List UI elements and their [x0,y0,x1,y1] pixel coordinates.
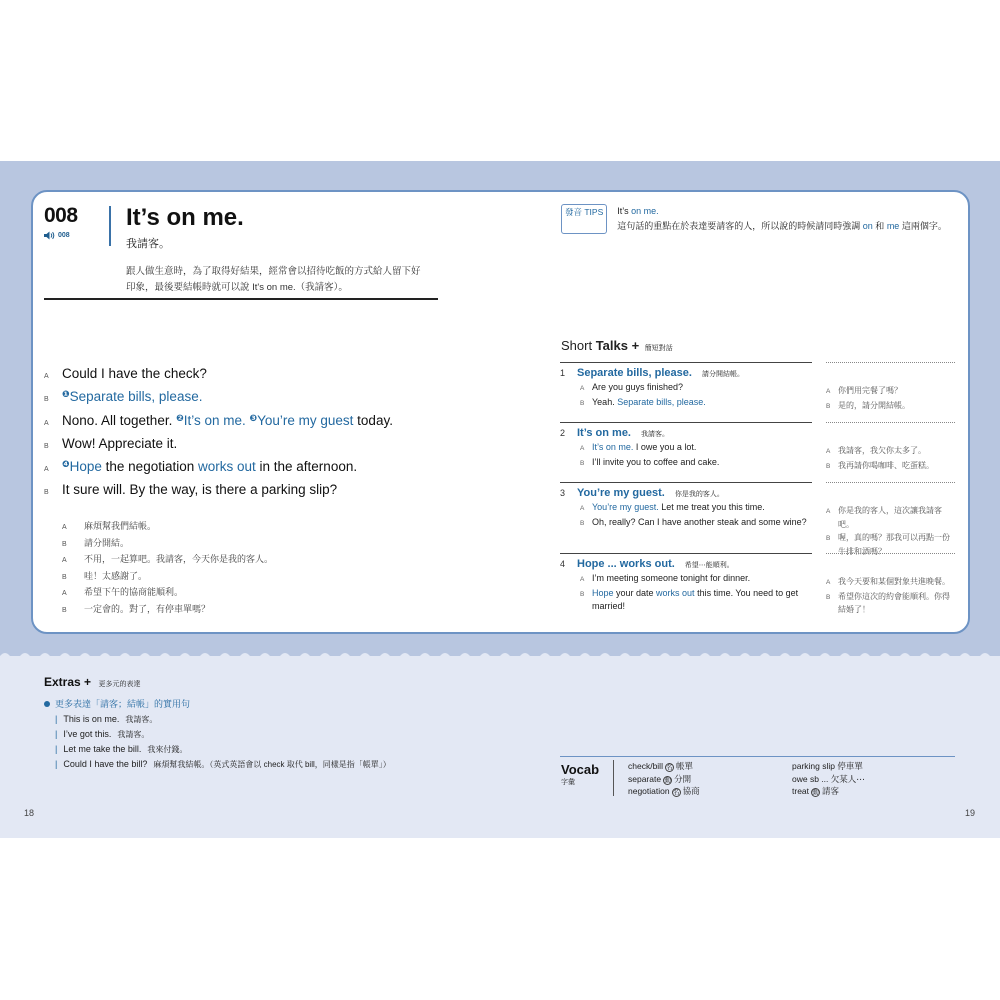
translation-line [62,569,273,586]
short-talk-head [560,427,812,439]
speaker-label: A [62,590,67,597]
short-talk [560,367,812,410]
speaker-label: B [826,535,831,542]
vocab-heading [561,762,599,787]
vocab-word: check/bill [628,761,663,771]
intro-rule [44,298,438,300]
tips-text-post: 這兩個字。 [899,221,947,231]
bar-icon: | [55,744,58,754]
short-talk-text [592,381,683,396]
intro-line-1: 跟人做生意時，為了取得好結果，經常會以招待吃飯的方式給人留下好 [126,266,421,277]
translation-text: 哇！太感謝了。 [84,570,148,581]
speaker-label: B [44,489,49,497]
extras-zh: 我來付錢。 [147,745,188,754]
short-talk-key: Hope [592,587,614,598]
short-talk-post: Let me treat you this time. [658,502,765,512]
short-talk-line [560,396,812,411]
lesson-title: It’s on me. [126,204,244,231]
extras-title-row [44,673,391,691]
short-talk-pre: I’m meeting someone tonight for dinner. [592,573,751,583]
extras-en: Let me take the bill. [63,744,142,754]
short-talk-post2: this time. You need to get married! [592,587,799,611]
speaker-label: A [826,579,831,586]
dialogue-mark: ❷ [176,412,184,423]
speaker-label: A [826,388,831,395]
dialogue-text [62,389,202,404]
vocab-meaning: 停車單 [837,761,863,771]
translation-rule [826,553,955,554]
speaker-label: B [580,459,585,467]
speaker-label: A [44,466,49,474]
dialogue-mark2: ❸ [249,412,258,423]
dialogue-post: today. [353,412,393,428]
part-of-speech-icon: 動 [664,776,671,784]
short-talk-number: 4 [560,559,566,569]
talk-rule [560,362,812,363]
short-talk-key: Separate bills, please. [617,396,706,407]
short-talk-translation-text: 喔，真的嗎？那我可以再點一份牛排和酒嗎？ [838,533,950,556]
vocab-word: treat [792,786,810,796]
speaker-label: A [62,557,67,564]
vocab-meaning: 帳單 [675,761,693,771]
short-talk-title: Separate bills, please. [577,367,692,379]
short-talks-title-bold: Talks + [595,338,640,353]
speaker-label: B [826,402,831,410]
extras-line [55,712,391,727]
short-talk-post: I owe you a lot. [633,442,697,452]
talk-rule [560,482,812,483]
short-talk-title: You’re my guest. [577,487,665,499]
short-talk [560,558,812,614]
extras-zh: 我請客。 [117,730,150,739]
tips-explanation [617,219,947,234]
short-talk-title-zh: 我請客。 [641,431,669,438]
vocab-divider [613,760,614,796]
short-talk-line [560,456,812,471]
short-talk-head [560,367,812,379]
part-of-speech-icon: 動 [812,789,819,796]
extras-title: Extras + [44,675,92,689]
speaker-label: A [44,419,49,427]
vocab-item [628,785,700,798]
short-talk-translation-line [826,575,956,590]
extras-line [55,742,391,757]
extras-heading [44,697,391,710]
bar-icon: | [55,759,58,769]
vocab-title: Vocab [561,762,600,777]
translation-line [62,585,273,602]
vocab-item [792,760,865,773]
short-talk-translation-text: 你們用完餐了嗎？ [838,386,902,395]
short-talk-translation-text: 我再請你喝咖啡、吃蛋糕。 [838,460,934,470]
speaker-label: A [580,385,585,392]
short-talk-line [560,516,812,531]
dialogue-text [62,436,177,451]
vocab-item [628,773,700,786]
short-talk-text [592,441,696,456]
vocab-word: separate [628,773,662,784]
tips-key-me: me [886,221,900,231]
short-talk [560,427,812,470]
bar-icon: | [55,714,58,724]
speaker-label: A [44,373,49,380]
short-talk-translation [826,504,956,558]
tips-phrase [617,204,947,219]
extras-en: Could I have the bill? [63,759,148,769]
audio-track-number: 008 [58,232,70,239]
translation-line [62,519,273,536]
short-talk-translation [826,575,956,617]
short-talk [560,487,812,530]
short-talk-translation-text: 我今天要和某個對象共進晚餐。 [838,577,950,586]
tips-phrase-pre: It’s [617,206,632,216]
dialogue-pre: It sure will. By the way, is there a parking slip? [62,482,338,498]
vocab-item [628,760,700,773]
tips-body [617,204,947,234]
dialogue-key2: works out [197,459,256,475]
short-talk-line [560,587,812,614]
audio-track [44,231,70,240]
speaker-label: B [826,462,831,470]
extras-section [44,673,391,772]
translation-rule [826,422,955,423]
extras-zh: 我請客。 [125,715,158,724]
part-of-speech-icon: 名 [672,789,680,796]
short-talk-translation [826,444,956,473]
short-talk-line [560,381,812,396]
speaker-label: B [826,593,831,601]
dialogue-key: Hope [69,459,102,475]
dialogue-text [62,366,207,381]
speaker-label: A [580,505,585,512]
short-talk-translation-line [826,444,956,459]
dialogue-line [44,366,393,389]
extras-line [55,757,391,772]
short-talk-head [560,487,812,499]
short-talk-text [592,516,807,531]
speaker-label: B [44,396,49,404]
speaker-label: B [580,590,585,598]
lesson-number: 008 [44,204,78,227]
dialogue-mid: the negotiation [101,459,198,475]
dialogue-line [44,459,393,482]
speaker-label: B [62,540,67,548]
short-talk-translation-text: 我請客，我欠你太多了。 [838,446,926,455]
talk-rule [560,553,812,554]
dialogue-text [62,482,337,497]
short-talk-title-zh: 請分開結帳。 [701,371,744,378]
short-talk-line [560,441,812,456]
speaker-label: A [826,508,831,515]
short-talk-key: It’s on me. [592,442,634,452]
short-talk-title-zh: 你是我的客人。 [674,491,724,498]
speaker-icon [44,231,56,240]
short-talk-text [592,572,750,587]
vocab-rule [560,756,955,757]
short-talk-number: 2 [560,428,566,438]
short-talk-text [592,501,765,516]
short-talk-pre: Oh, really? Can I have another steak and some wine? [592,516,807,527]
vocab-meaning: 請客 [822,786,840,796]
vocab-column-2 [792,760,865,798]
bullet-icon [44,701,50,707]
short-talk-translation-line [826,399,956,414]
speaker-label: B [580,399,585,407]
translation-text: 一定會的。對了，有停車單嗎？ [84,603,211,614]
short-talk-translation-text: 是的，請分開結帳。 [838,400,910,410]
dialogue-key2: You’re my guest [257,412,354,428]
vocab-word: parking slip [792,761,835,771]
translation-text: 希望下午的協商能順利。 [84,587,184,597]
translation-line [62,536,273,553]
lesson-subtitle: 我請客。 [126,238,170,250]
intro-line-2: 印象，最後要結帳時就可以說 It's on me.（我請客）。 [126,282,348,293]
short-talk-title: Hope ... works out. [577,558,675,570]
short-talk-pre: Are you guys finished? [592,382,684,392]
translation-text: 不用，一起算吧。我請客，今天你是我的客人。 [84,554,274,564]
dialogue-translation [62,519,273,618]
extras-zh: 麻煩幫我結帳。（英式英語會以 check 取代 bill，同樣是指「帳單」） [153,760,391,769]
short-talk-translation-line [826,504,956,531]
short-talk-head [560,558,812,570]
short-talk-title-zh: 希望⋯能順利。 [684,562,734,569]
short-talk-translation-text: 希望你這次的約會能順利。你得結婚了！ [838,591,950,614]
extras-en: I’ve got this. [63,729,112,739]
short-talks-title-zh: 簡短對話 [644,345,673,352]
tips-phrase-key: on me. [631,206,659,216]
header-divider [109,206,111,246]
short-talk-pre: Yeah. [592,396,618,407]
page-number-left: 18 [24,808,35,818]
short-talk-translation [826,384,956,413]
speaker-label: A [62,524,67,531]
short-talk-number: 1 [560,368,566,378]
short-talk-text [592,587,812,614]
speaker-label: B [44,442,49,450]
speaker-label: B [62,606,67,614]
tips-key-on: on [862,221,873,231]
dialogue-line [44,482,393,505]
talk-rule [560,422,812,423]
short-talks-title [561,338,673,353]
dialogue-key: Separate bills, please. [69,389,203,405]
speaker-label: B [580,519,585,527]
short-talk-key2: works out [656,587,695,598]
vocab-meaning: 協商 [682,786,700,796]
extras-title-zh: 更多元的表達 [98,681,141,688]
dialogue-text [62,459,357,474]
vocab-column-1 [628,760,700,798]
dialogue-line [44,389,393,412]
tips-text-pre: 這句話的重點在於表達要請客的人，所以說的時候請同時強調 [617,221,863,231]
dialogue-pre: Nono. All together. [62,412,177,428]
short-talk-number: 3 [560,488,566,498]
vocab-meaning: 欠某人⋯ [830,773,865,784]
speaker-label: A [580,445,585,452]
short-talk-title: It’s on me. [577,427,631,439]
translation-rule [826,482,955,483]
lesson-intro [126,264,456,296]
dialogue-text [62,413,393,428]
translation-line [62,602,273,619]
dialogue-line [44,413,393,436]
dialogue-line [44,436,393,459]
short-talks-title-light: Short [561,338,596,353]
short-talk-line [560,501,812,516]
dialogue [44,366,393,506]
speaker-label: B [62,573,67,581]
dialogue-key: It’s on me. [183,412,250,428]
vocab-word: negotiation [628,786,670,796]
tips-text-mid: 和 [872,221,887,231]
vocab-item [792,773,865,786]
short-talk-translation-line [826,384,956,399]
translation-text: 麻煩幫我們結帳。 [84,521,157,531]
short-talk-line [560,572,812,587]
tips-badge: 發音 TIPS [561,204,607,234]
extras-heading-text: 更多表達「請客；結帳」的實用句 [55,699,191,709]
page-number-right: 19 [965,808,976,818]
dialogue-pre: Could I have the check? [62,366,207,381]
short-talk-translation-text: 你是我的客人，這次讓我請客吧。 [838,506,942,529]
dialogue-post: in the afternoon. [255,459,358,475]
translation-rule [826,362,955,363]
translation-line [62,552,273,569]
speaker-label: A [580,576,585,583]
dialogue-pre: Wow! Appreciate it. [62,435,178,451]
short-talk-post: your date [613,587,657,598]
vocab-word: owe sb ... [792,773,829,784]
extras-en: This is on me. [63,714,120,724]
dialogue-mark: ❶ [62,389,70,400]
vocab-meaning: 分開 [674,773,692,784]
part-of-speech-icon: 名 [666,764,673,771]
bar-icon: | [55,729,58,739]
translation-text: 請分開結。 [84,537,130,548]
short-talk-text [592,396,706,411]
short-talk-key: You’re my guest. [592,502,659,512]
vocab-title-zh: 字彙 [561,779,575,786]
speaker-label: A [826,448,831,455]
dialogue-mark: ❹ [62,459,70,470]
short-talk-translation-line [826,459,956,474]
wave-divider [0,646,1000,666]
vocab-item [792,785,865,798]
short-talk-translation-line [826,590,956,617]
extras-line [55,727,391,742]
short-talk-text [592,456,719,471]
short-talk-pre: I’ll invite you to coffee and cake. [592,456,720,467]
pronunciation-tips [561,204,947,234]
